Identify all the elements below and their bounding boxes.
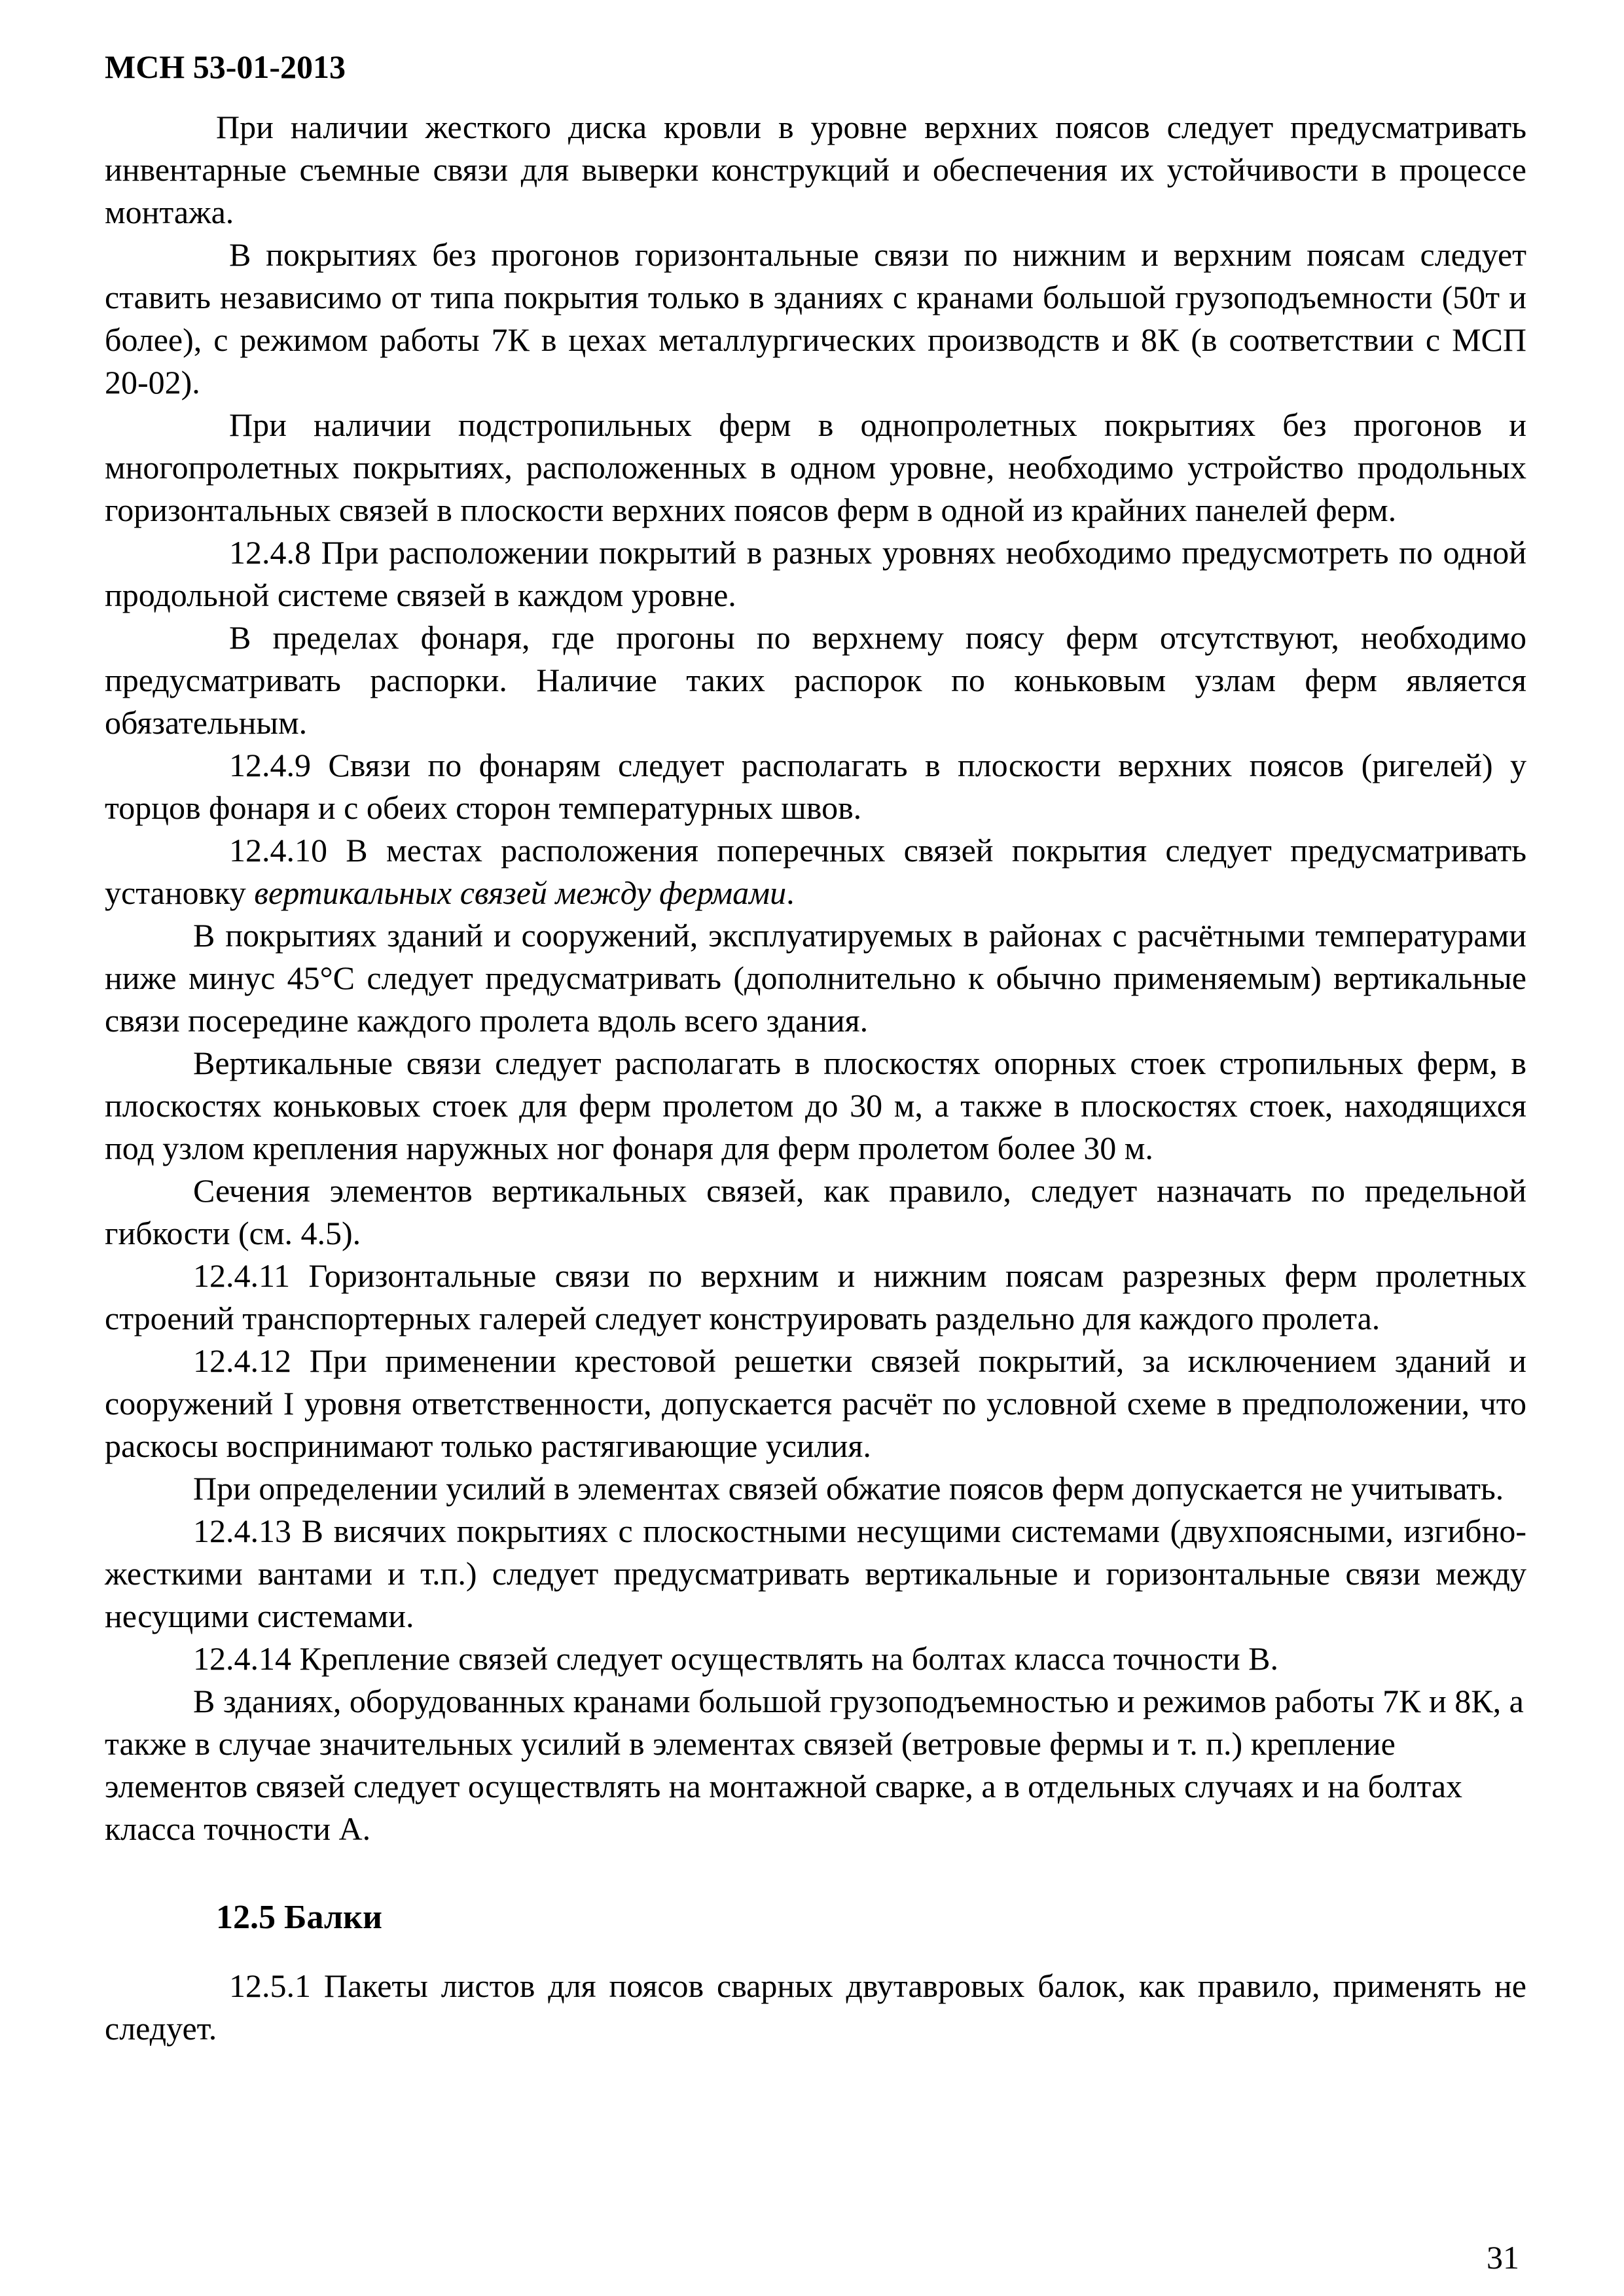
paragraph-12-4-10-end: . [786,874,795,911]
paragraph-roof-disk: При наличии жесткого диска кровли в уровне верхних поясов следует предусматривать инвентарные съемные связи для выверки конструкций и обеспечения их устойчивости в процессе монтажа. [105,109,1526,230]
paragraph-purlinless-roofs: В покрытиях без прогонов горизонтальные связи по нижним и верхним поясам следует ставить независимо от типа покрытия только в зданиях с кранами большой грузоподъемности (50т и более), с режимом работы 7К в цехах металлургических производств и 8К (в соответствии с МСП 20-02). [105,236,1526,401]
paragraph-vertical-bracing-placement: Вертикальные связи следует располагать в плоскостях опорных стоек стропильных ферм, в плоскостях коньковых стоек для ферм пролетом до 30 м, а также в плоскостях стоек, находящихся под узлом крепления наружных ног фонаря для ферм пролетом более 30 м. [105,1045,1526,1166]
paragraph-chord-compression: При определении усилий в элементах связей обжатие поясов ферм допускается не учитывать. [193,1470,1504,1507]
document-code-header: МСН 53-01-2013 [105,48,346,85]
paragraph-cold-regions: В покрытиях зданий и сооружений, эксплуатируемых в районах с расчётными температурами ниже минус 45°С следует предусматривать (дополнительно к обычно применяемым) вертикальные связи посередине каждого пролета вдоль всего здания. [105,917,1526,1039]
paragraph-12-4-13: 12.4.13 В висячих покрытиях с плоскостными несущими системами (двухпоясными, изгибно-жесткими вантами и т.п.) следует предусматривать вертикальные и горизонтальные связи между несущими системами. [105,1513,1526,1634]
paragraph-sub-rafter-trusses: При наличии подстропильных ферм в однопролетных покрытиях без прогонов и многопролетных покрытиях, расположенных в одном уровне, необходимо устройство продольных горизонтальных связей в плоскости верхних поясов ферм в одной из крайних панелей ферм. [105,406,1526,528]
paragraph-12-4-10-italic: вертикальных связей между фермами [254,874,787,911]
paragraph-12-4-11: 12.4.11 Горизонтальные связи по верхним и нижним поясам разрезных ферм пролетных строений транспортерных галерей следует конструировать раздельно для каждого пролета. [105,1257,1526,1336]
paragraph-12-4-10-text: 12.4.10 В местах расположения поперечных связей покрытия следует предусматривать установку [105,832,1526,911]
paragraph-12-4-14: 12.4.14 Крепление связей следует осуществлять на болтах класса точности В. [193,1640,1278,1677]
paragraph-lantern-struts: В пределах фонаря, где прогоны по верхнему поясу ферм отсутствуют, необходимо предусматривать распорки. Наличие таких распорок по коньковым узлам ферм является обязательным. [105,619,1526,741]
paragraph-heavy-crane-buildings: В зданиях, оборудованных кранами большой грузоподъемностью и режимов работы 7К и 8К, а также в случае значительных усилий в элементах связей (ветровые фермы и т. п.) крепление элементов связей следует осуществлять на монтажной сварке, а в отдельных случаях и на болтах класса точности А. [105,1683,1524,1847]
paragraph-bracing-sections: Сечения элементов вертикальных связей, как правило, следует назначать по предельной гибкости (см. 4.5). [105,1172,1526,1251]
paragraph-12-4-9: 12.4.9 Связи по фонарям следует располагать в плоскости верхних поясов (ригелей) у торцов фонаря и с обеих сторон температурных швов. [105,747,1526,826]
paragraph-12-4-12: 12.4.12 При применении крестовой решетки связей покрытий, за исключением зданий и сооружений I уровня ответственности, допускается расчёт по условной схеме в предположении, что раскосы воспринимают только растягивающие усилия. [105,1342,1526,1464]
paragraph-12-4-8: 12.4.8 При расположении покрытий в разных уровнях необходимо предусмотреть по одной продольной системе связей в каждом уровне. [105,534,1526,613]
section-title-beams: 12.5 Балки [216,1899,382,1936]
page-number: 31 [1487,2239,1519,2276]
page-body [105,106,1526,2050]
paragraph-12-5-1: 12.5.1 Пакеты листов для поясов сварных двутавровых балок, как правило, применять не следует. [105,1967,1526,2047]
paragraph-12-4-10 [105,829,1526,914]
